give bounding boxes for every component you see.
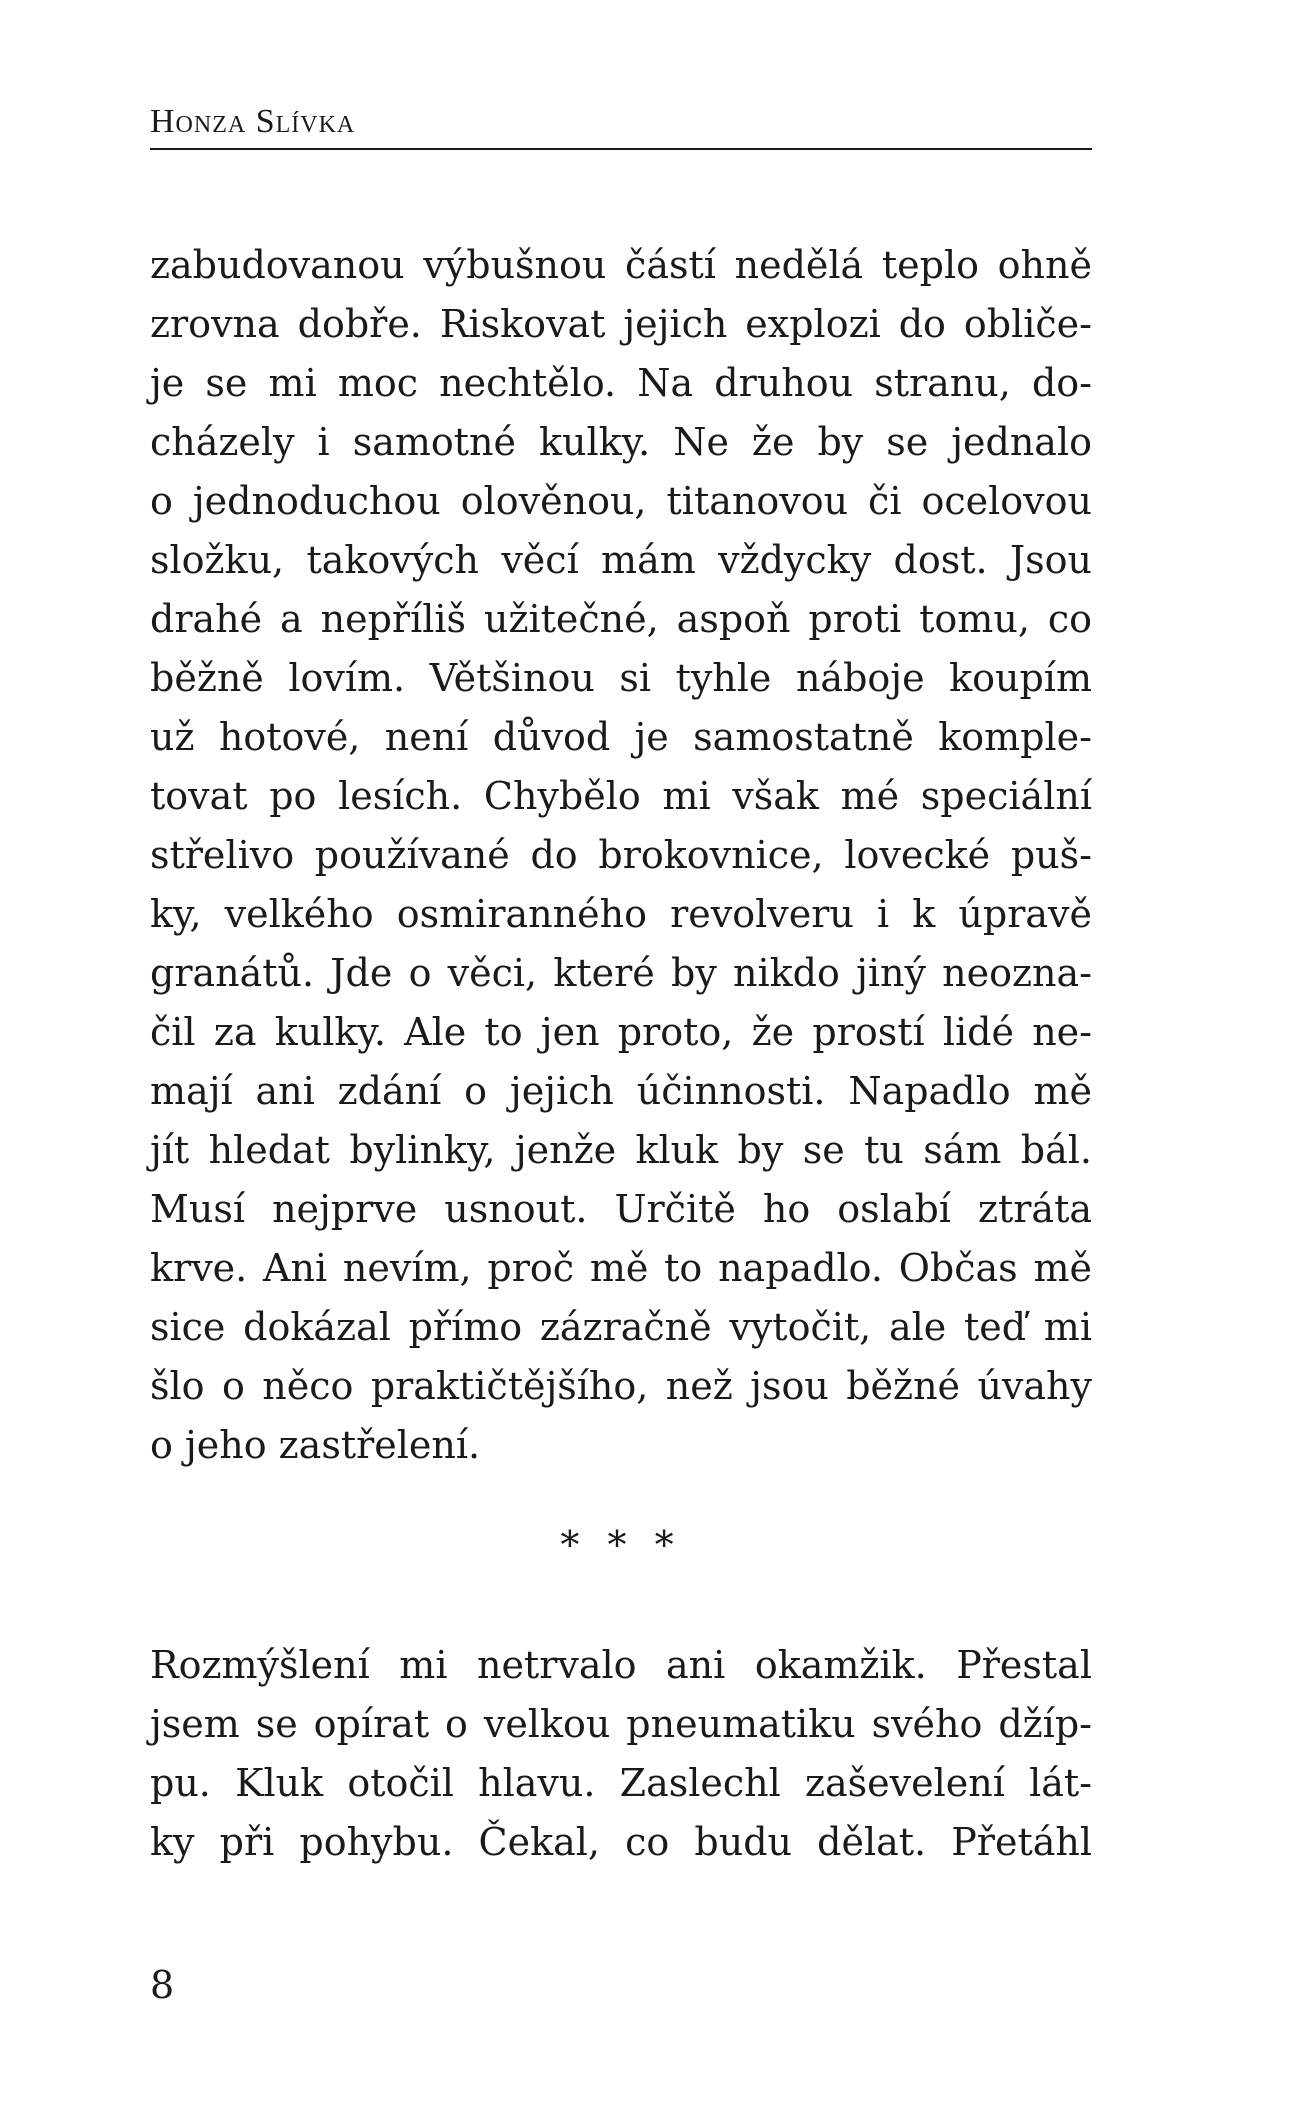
- text-line: už hotové, není důvod je samostatně komple-: [150, 715, 1092, 759]
- text-line: šlo o něco praktičtějšího, než jsou běžné úvahy: [150, 1364, 1092, 1408]
- text-line: mají ani zdání o jejich účinnosti. Napadlo mě: [150, 1069, 1092, 1113]
- section-break-asterisks: * * *: [560, 1523, 682, 1567]
- text-line-last: o jeho zastřelení.: [150, 1423, 481, 1467]
- text-line: ky při pohybu. Čekal, co budu dělat. Přetáhl: [150, 1820, 1092, 1864]
- text-line: pu. Kluk otočil hlavu. Zaslechl zaševelení lát-: [150, 1761, 1092, 1805]
- text-line: tovat po lesích. Chybělo mi však mé speciální: [150, 774, 1092, 818]
- text-line: běžně lovím. Většinou si tyhle náboje koupím: [150, 656, 1092, 700]
- text-line: střelivo používané do brokovnice, lovecké puš-: [150, 833, 1092, 877]
- text-line: o jednoduchou olověnou, titanovou či ocelovou: [150, 479, 1092, 523]
- text-line: ky, velkého osmiranného revolveru i k úpravě: [150, 892, 1092, 936]
- text-line: jít hledat bylinky, jenže kluk by se tu sám bál.: [150, 1128, 1092, 1172]
- text-line: jsem se opírat o velkou pneumatiku svého džíp-: [150, 1702, 1092, 1746]
- text-line: čil za kulky. Ale to jen proto, že prostí lidé ne-: [150, 1010, 1092, 1054]
- text-line: Rozmýšlení mi netrvalo ani okamžik. Přestal: [150, 1643, 1092, 1687]
- text-line: zabudovanou výbušnou částí nedělá teplo ohně: [150, 243, 1092, 287]
- text-line: krve. Ani nevím, proč mě to napadlo. Občas mě: [150, 1246, 1092, 1290]
- header-rule: [150, 148, 1092, 150]
- body-paragraph-1: [150, 236, 1092, 1475]
- text-line: zrovna dobře. Riskovat jejich explozi do obliče-: [150, 302, 1092, 346]
- body-paragraph-2: [150, 1636, 1092, 1872]
- text-line: Musí nejprve usnout. Určitě ho oslabí ztráta: [150, 1187, 1092, 1231]
- text-line: složku, takových věcí mám vždycky dost. Jsou: [150, 538, 1092, 582]
- text-line: je se mi moc nechtělo. Na druhou stranu, do-: [150, 361, 1092, 405]
- text-line: drahé a nepříliš užitečné, aspoň proti tomu, co: [150, 597, 1092, 641]
- text-line: granátů. Jde o věci, které by nikdo jiný neozna-: [150, 951, 1092, 995]
- running-head-author: Honza Slívka: [150, 103, 356, 140]
- text-line: cházely i samotné kulky. Ne že by se jednalo: [150, 420, 1092, 464]
- page-number: 8: [150, 1963, 175, 2007]
- text-line: sice dokázal přímo zázračně vytočit, ale teď mi: [150, 1305, 1092, 1349]
